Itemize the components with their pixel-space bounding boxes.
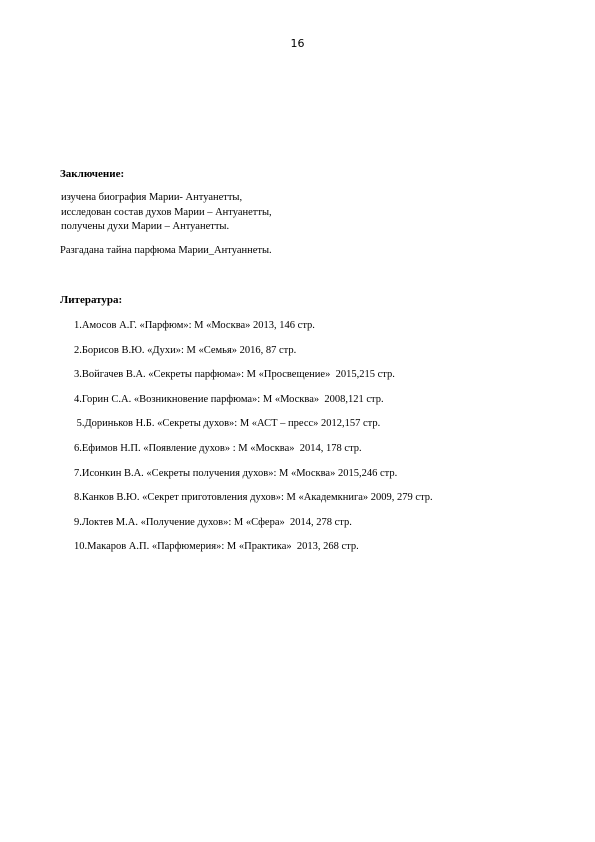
references-heading: Литература: [60,294,123,306]
reference-item: 3.Войгачев В.А. «Секреты парфюма»: М «Просвещение» 2015,215 стр. [74,369,395,381]
reference-list [74,320,433,566]
conclusion-item: изучена биография Марии- Антуанетты, [61,192,243,203]
reference-item: 1.Амосов А.Г. «Парфюм»: М «Москва» 2013, 146 стр. [74,320,315,331]
reference-item: 8.Канков В.Ю. «Секрет приготовления духов»: М «Академкнига» 2009, 279 стр. [74,492,433,504]
reference-item: 5.Дориньков Н.Б. «Секреты духов»: М «АСТ – пресс» 2012,157 стр. [74,418,381,430]
conclusion-statement: Разгадана тайна парфюма Марии_Антуаннеты. [60,245,272,256]
reference-item: 2.Борисов В.Ю. «Духи»: М «Семья» 2016, 87 стр. [74,344,297,356]
conclusion-list [61,191,272,235]
reference-item: 9.Локтев М.А. «Получение духов»: М «Сфера» 2014, 278 стр. [74,516,352,528]
reference-item: 4.Горин С.А. «Возникновение парфюма»: М «Москва» 2008,121 стр. [74,393,384,405]
conclusion-heading: Заключение: [60,168,125,180]
conclusion-item: исследован состав духов Марии – Антуанетты, [61,206,272,218]
conclusion-item: получены духи Марии – Антуанетты. [61,221,230,232]
reference-item: 10.Макаров А.П. «Парфюмерия»: М «Практика» 2013, 268 стр. [74,541,359,553]
reference-item: 7.Исонкин В.А. «Секреты получения духов»: М «Москва» 2015,246 стр. [74,467,398,479]
page-number: 16 [290,37,305,50]
reference-item: 6.Ефимов Н.П. «Появление духов» : М «Москва» 2014, 178 стр. [74,442,362,454]
